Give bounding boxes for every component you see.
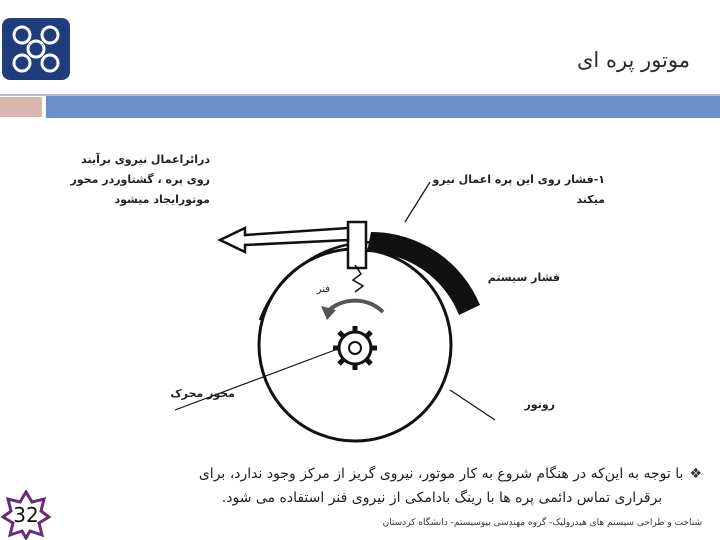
label-resultant-force: درائراعمال نیروی برآیند روی پره ، گشتاوردر محور موتورایجاد میشود	[70, 153, 210, 206]
header-band	[46, 96, 720, 118]
page-number: 32	[13, 503, 39, 527]
header-accent-left	[0, 97, 42, 117]
label-drive-shaft: محور محرک	[170, 387, 235, 400]
page-number-badge	[1, 490, 51, 540]
slide-body	[62, 462, 702, 510]
label-vane-pressure: ۱-فشار روی این پره اعمال نیرو میکند	[432, 173, 605, 206]
body-line-1: ❖با توجه به این‌که در هنگام شروع به کار موتور، نیروی گریز از مرکز وجود ندارد، برای	[198, 466, 702, 482]
label-system-pressure: فشار سیستم	[487, 271, 560, 284]
university-logo	[0, 18, 73, 80]
slide-title: موتور پره ای	[577, 48, 690, 72]
body-line-2: برقراری تماس دائمی پره ها با رینگ بادامکی از نیروی فنر استفاده می شود.	[221, 490, 663, 506]
diamond-bullet-icon: ❖	[689, 466, 702, 482]
slide-footer: شناخت و طراحی سیستم های هیدرولیک- گروه مهندسی بیوسیستم- دانشگاه کردستان	[382, 518, 702, 528]
label-spring: فنر	[316, 284, 330, 295]
label-rotor: روتور	[524, 398, 555, 411]
